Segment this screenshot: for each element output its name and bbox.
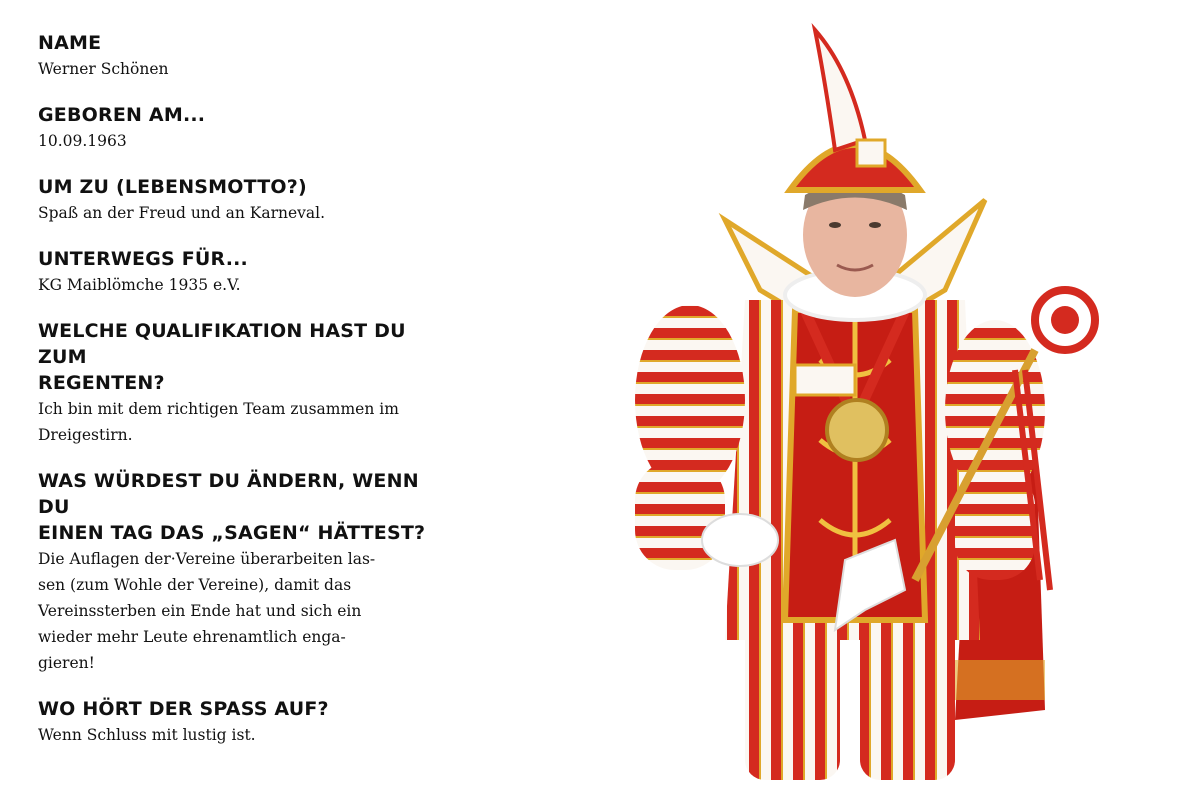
question-change-line-1: WAS WÜRDEST DU ÄNDERN, WENN DU [38, 470, 419, 518]
answer-club: KG Maiblömche 1935 e.V. [38, 276, 241, 294]
answer-motto: Spaß an der Freud und an Karneval. [38, 204, 326, 222]
answer-change-line-2: sen (zum Wohle der Vereine), damit das [38, 576, 352, 594]
answer-change [38, 546, 448, 676]
question-qualification-line-2: REGENTEN? [38, 372, 165, 394]
cap-crest [815, 30, 865, 150]
cape-trim [955, 660, 1045, 700]
answer-change-line-5: gieren! [38, 654, 95, 672]
carnival-cap [790, 145, 920, 190]
answer-change-line-3: Vereinssterben ein Ende hat und sich ein [38, 602, 362, 620]
answer-change-line-1: Die Auflagen der·Vereine überarbeiten las- [38, 550, 376, 568]
right-eye [869, 222, 881, 228]
left-eye [829, 222, 841, 228]
left-glove [702, 514, 778, 566]
answer-name: Werner Schönen [38, 60, 169, 78]
answer-qualification [38, 396, 448, 448]
scepter-emblem [1051, 306, 1079, 334]
question-qualification-line-1: WELCHE QUALIFIKATION HAST DU ZUM [38, 320, 406, 368]
question-motto: UM ZU (LEBENSMOTTO?) [38, 176, 307, 198]
question-name: NAME [38, 32, 102, 54]
question-birthdate: GEBOREN AM... [38, 104, 206, 126]
profile-qa [38, 30, 448, 768]
answer-qualification-line-2: Dreigestirn. [38, 426, 133, 444]
carnival-prince-portrait [595, 20, 1115, 800]
question-change-line-2: EINEN TAG DAS „SAGEN“ HÄTTEST? [38, 522, 426, 544]
question-club: UNTERWEGS FÜR... [38, 248, 248, 270]
answer-qualification-line-1: Ich bin mit dem richtigen Team zusammen im [38, 400, 399, 418]
answer-change-line-4: wieder mehr Leute ehrenamtlich enga- [38, 628, 346, 646]
cap-badge [857, 140, 885, 166]
medal-star [827, 400, 887, 460]
answer-birthdate: 10.09.1963 [38, 132, 127, 150]
question-fun-ends: WO HÖRT DER SPASS AUF? [38, 698, 329, 720]
answer-fun-ends: Wenn Schluss mit lustig ist. [38, 726, 256, 744]
medal-badge [795, 365, 855, 395]
